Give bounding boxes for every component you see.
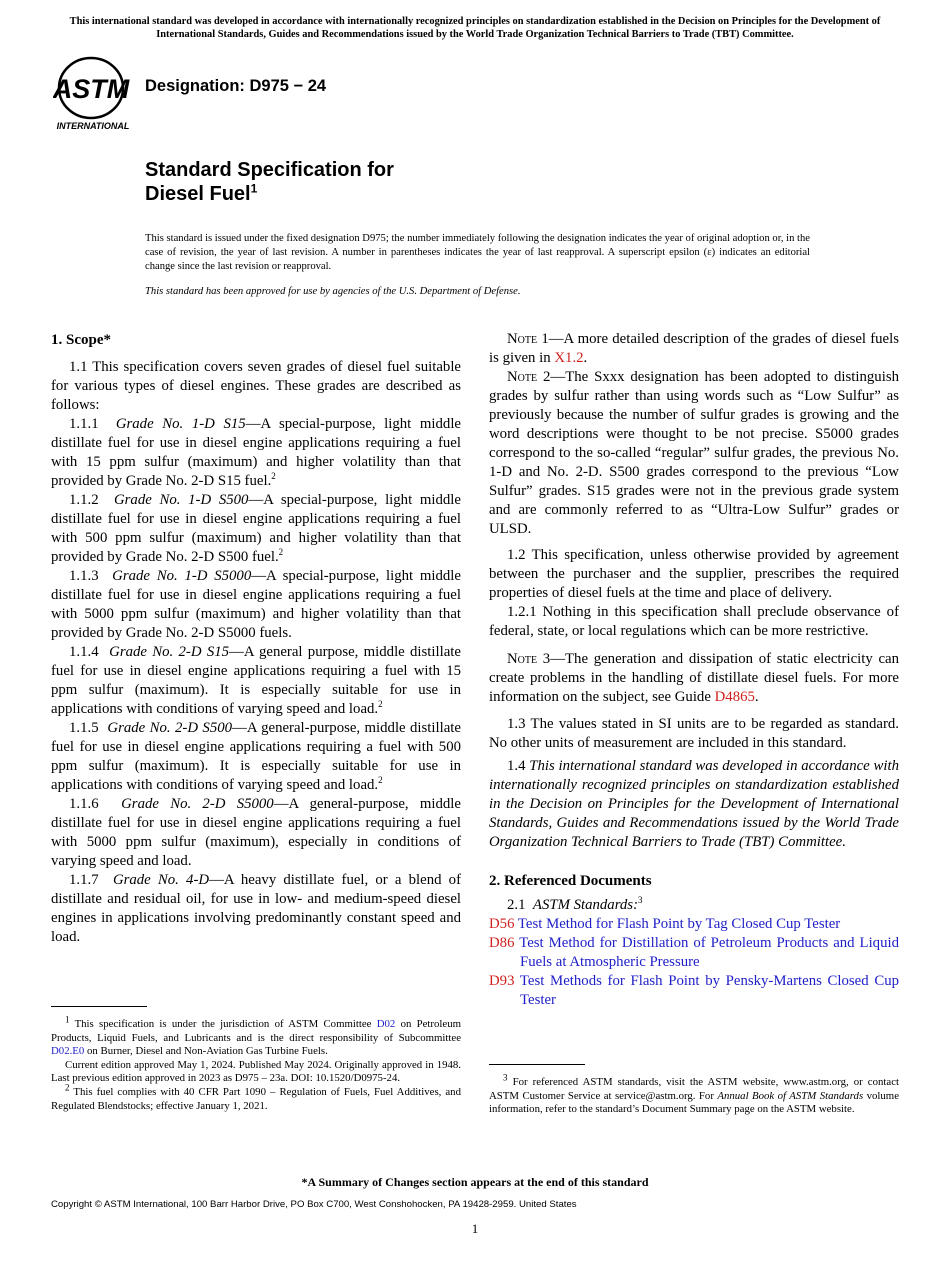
footnote-3: $^3$ For referenced ASTM standards, visit the ASTM website, www.astm.org, or contact ASTM Customer Service at service@astm.org. For Annual Book of ASTM Standards volume information, refer to the standard’s Document Summary page on the ASTM website. bbox=[489, 1072, 899, 1116]
footnotes-left bbox=[51, 1014, 461, 1113]
grade-1-1-5: 1.1.5 Grade No. 2-D S500—A general-purpose, middle distillate fuel for use in diesel engine applications requiring a fuel with 500 ppm sulfur (maximum). It is especially suitable for use in applications with conditions of varying speed and load.$^2$ bbox=[51, 720, 461, 793]
right-column bbox=[489, 330, 899, 1010]
footnote-2: $^2$ This fuel complies with 40 CFR Part 1090 – Regulation of Fuels, Fuel Additives, and Regulated Blendstocks; effective January 1, 2021. bbox=[51, 1082, 461, 1112]
grade-1-1-6: 1.1.6 Grade No. 2-D S5000—A general-purpose, middle distillate fuel for use in diesel engine applications requiring a fuel with 5000 ppm sulfur (maximum), especially in conditions of varying speed and load. bbox=[51, 796, 461, 869]
subcommittee-link[interactable]: D02.E0 bbox=[51, 1045, 85, 1058]
para-1-1: 1.1 This specification covers seven grades of diesel fuel suitable for various types of diesel engines. These grades are described as follows: bbox=[51, 359, 461, 413]
logo-text: ASTM bbox=[53, 74, 130, 104]
note-3: Note 3—The generation and dissipation of static electricity can create problems in the handling of distillate diesel fuels. For more information on the subject, see Guide D4865. bbox=[489, 651, 899, 705]
title-line-2: Diesel Fuel bbox=[145, 183, 251, 205]
committee-link[interactable]: D02 bbox=[376, 1018, 396, 1030]
note-2: Note 2—The Sxxx designation has been adopted to distinguish grades by sulfur rather than using words such as “Low Sulfur” as previously because the number of sulfur grades is growing and the word descriptions were thought to be not precise. S5000 grades correspond to the so-called “regular” sulfur grades, the previous No. 1-D and No. 2-D. S500 grades correspond to the previous “Low Sulfur” grades. S15 grades were not in the previous grade system and are commonly referred to as “Ultra-Low Sulfur” grades or ULSD. bbox=[489, 369, 899, 537]
astm-logo bbox=[53, 56, 135, 134]
footnote-1-edition: Current edition approved May 1, 2024. Published May 2024. Originally approved in 1948. Last previous edition approved in 2023 as D975 – 23a. DOI: 10.1520/D0975-24. bbox=[51, 1058, 461, 1085]
para-1-2: 1.2 This specification, unless otherwise provided by agreement between the purchaser and the supplier, prescribes the required properties of diesel fuels at the time and place of delivery. bbox=[489, 547, 899, 601]
grade-1-1-3: 1.1.3 Grade No. 1-D S5000—A special-purpose, light middle distillate fuel for use in diesel engine applications requiring a fuel with 5000 ppm sulfur (maximum) and higher volatility than that provided by Grade No. 2-D S5000 fuels. bbox=[51, 568, 461, 641]
grade-1-1-4: 1.1.4 Grade No. 2-D S15—A general purpose, middle distillate fuel for use in diesel engine applications requiring a fuel with 15 ppm sulfur (maximum). It is especially suitable for use in applications with conditions of varying speed and load.$^2$ bbox=[51, 644, 461, 717]
logo-subtext: INTERNATIONAL bbox=[56, 121, 130, 131]
left-column bbox=[51, 330, 461, 947]
footnote-rule-right bbox=[489, 1064, 585, 1065]
grade-1-1-7: 1.1.7 Grade No. 4-D—A heavy distillate fuel, or a blend of distillate and residual oil, for use in low- and medium-speed diesel engines in applications involving predominantly constant speed and load. bbox=[51, 872, 461, 945]
issued-note: This standard is issued under the fixed designation D975; the number immediately following the designation indicates the year of original adoption or, in the case of revision, the year of last revision. A number in parentheses indicates the year of last reapproval. A superscript epsilon (ε) indicates an editorial change since the last revision or reapproval. bbox=[145, 233, 810, 272]
top-notice: This international standard was developed in accordance with internationally recognized principles on standardization established in the Decision on Principles for the Development of International Standards, Guides and Recommendations issued by the World Trade Organization Technical Barriers to Trade (TBT) Committee. bbox=[69, 16, 881, 40]
footnote-rule-left bbox=[51, 1006, 147, 1007]
note-1: Note 1—A more detailed description of the grades of diesel fuels is given in X1.2. bbox=[489, 331, 899, 366]
para-1-2-1: 1.2.1 Nothing in this specification shall preclude observance of federal, state, or local regulations which can be more restrictive. bbox=[489, 604, 899, 639]
scope-heading: 1. Scope* bbox=[51, 332, 111, 348]
grade-1-1-1: 1.1.1 Grade No. 1-D S15—A special-purpose, light middle distillate fuel for use in diesel engine applications requiring a fuel with 15 ppm sulfur (maximum) and higher volatility than that provided by Grade No. 2-D S15 fuel.$^2$ bbox=[51, 416, 461, 489]
designation: Designation: D975 − 24 bbox=[145, 77, 327, 95]
d4865-link[interactable]: D4865 bbox=[714, 689, 755, 705]
summary-of-changes-note: *A Summary of Changes section appears at the end of this standard bbox=[301, 1175, 649, 1189]
document-title bbox=[145, 158, 394, 206]
ref-d86[interactable]: D86 Test Method for Distillation of Petroleum Products and Liquid Fuels at Atmospheric Pressure bbox=[489, 935, 899, 970]
copyright: Copyright © ASTM International, 100 Barr Harbor Drive, PO Box C700, West Conshohocken, PA 19428-2959. United States bbox=[51, 1199, 577, 1210]
para-1-3: 1.3 The values stated in SI units are to be regarded as standard. No other units of measurement are included in this standard. bbox=[489, 716, 899, 751]
ref-d93[interactable]: D93 Test Methods for Flash Point by Pensky-Martens Closed Cup Tester bbox=[489, 973, 900, 1008]
title-line-1: Standard Specification for bbox=[145, 159, 394, 181]
para-1-4: 1.4 This international standard was developed in accordance with internationally recognized principles on standardization established in the Decision on Principles for the Development of International Standards, Guides and Recommendations issued by the World Trade Organization Technical Barriers to Trade (TBT) Committee. bbox=[489, 758, 899, 850]
referenced-docs-heading: 2. Referenced Documents bbox=[489, 873, 652, 889]
title-footnote-ref: 1 bbox=[250, 181, 258, 196]
approved-note: This standard has been approved for use by agencies of the U.S. Department of Defense. bbox=[145, 286, 521, 297]
x1-2-link[interactable]: X1.2 bbox=[554, 350, 584, 366]
astm-standards-label: 2.1 ASTM Standards:$^3$ bbox=[507, 895, 643, 913]
footnote-1: $^1$ This specification is under the jurisdiction of ASTM Committee D02 on Petroleum Products, Liquid Fuels, and Lubricants and is the direct responsibility of Subcommittee D02.E0 on Burner, Diesel and Non-Aviation Gas Turbine Fuels. bbox=[51, 1014, 461, 1058]
ref-d56[interactable]: D56 Test Method for Flash Point by Tag Closed Cup Tester bbox=[489, 916, 841, 932]
grade-1-1-2: 1.1.2 Grade No. 1-D S500—A special-purpose, light middle distillate fuel for use in diesel engine applications requiring a fuel with 500 ppm sulfur (maximum) and higher volatility than that provided by Grade No. 2-D S500 fuel.$^2$ bbox=[51, 492, 461, 565]
page-number: 1 bbox=[471, 1221, 479, 1236]
